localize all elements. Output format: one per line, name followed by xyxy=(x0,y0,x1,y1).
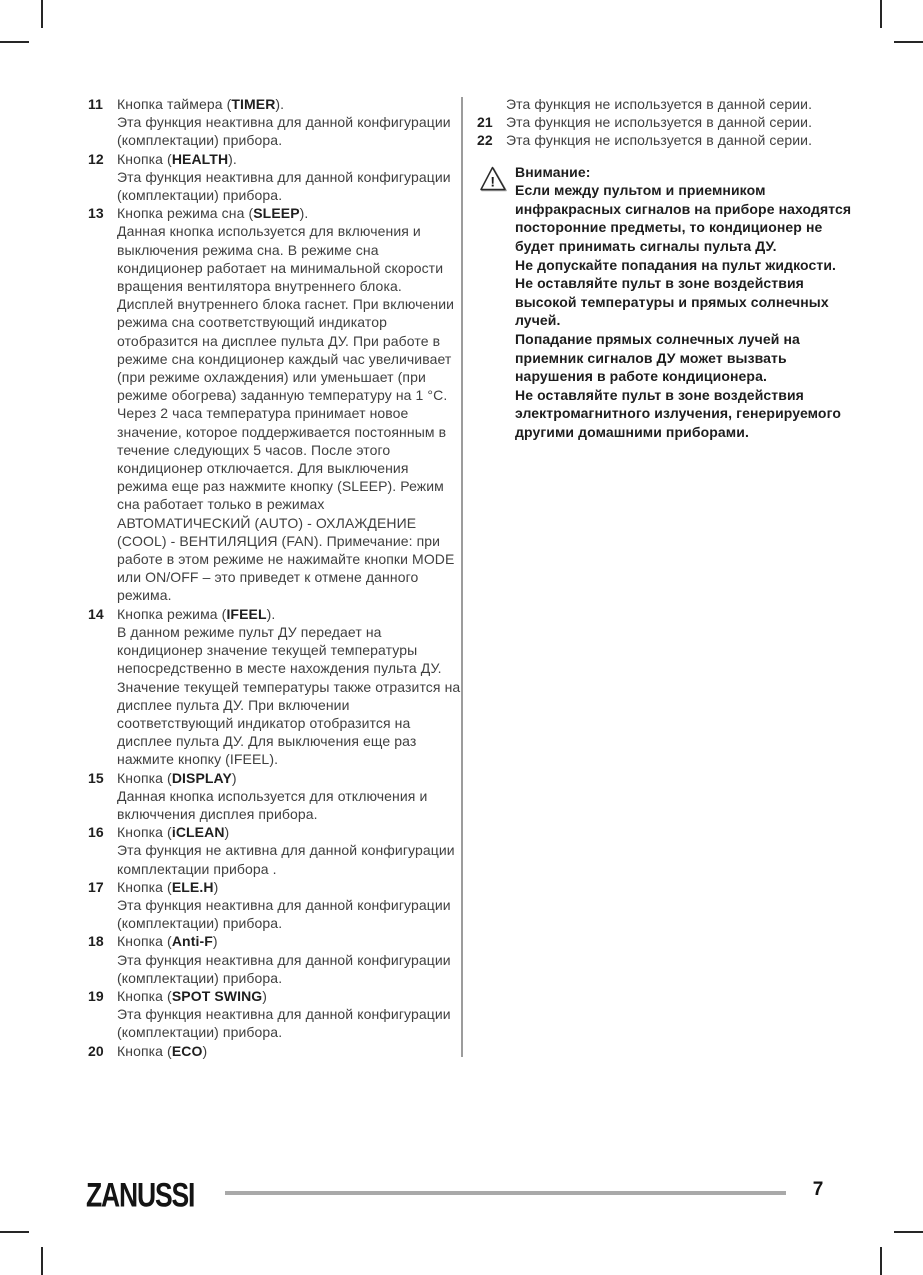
item-number: 18 xyxy=(88,933,104,950)
list-item-17 xyxy=(88,878,462,933)
item-number: 19 xyxy=(88,987,104,1004)
item-title: Кнопка режима сна (SLEEP). xyxy=(117,205,309,222)
item-title: Кнопка режима (IFEEL). xyxy=(117,605,276,622)
item-title: Кнопка таймера (TIMER). xyxy=(117,96,285,112)
crop-mark-top-right-vertical xyxy=(880,0,882,28)
list-item-19 xyxy=(88,987,462,1042)
item-title: Кнопка (iCLEAN) xyxy=(117,824,230,841)
warning-paragraph: Если между пультом и приемником инфракрасных сигналов на приборе находятся посторонние предметы, то кондиционер не будет принимать сигналы пульта ДУ. xyxy=(515,182,852,254)
list-item-15 xyxy=(88,769,462,824)
warning-paragraph: Попадание прямых солнечных лучей на приемник сигналов ДУ может вызвать нарушения в работе кондиционера. xyxy=(515,330,800,385)
svg-text:!: ! xyxy=(490,173,496,190)
item-title: Кнопка (SPOT SWING) xyxy=(117,987,268,1004)
right-column xyxy=(477,95,863,442)
item-body: Эта функция не активна для данной конфигурации комплектации прибора . xyxy=(117,842,455,877)
item-number: 14 xyxy=(88,605,104,622)
item-title: Кнопка (ECO) xyxy=(117,1042,208,1059)
item-body: Эта функция неактивна для данной конфигурации (комплектации) прибора. xyxy=(117,114,451,149)
zanussi-logo: ZANUSSI xyxy=(86,1176,195,1215)
item-body: Данная кнопка используется для отключения и включчения дисплея прибора. xyxy=(117,787,428,822)
crop-mark-bottom-left-horizontal xyxy=(0,1231,29,1233)
item-20-continuation: Эта функция не используется в данной серии. xyxy=(506,96,813,112)
item-number: 20 xyxy=(88,1042,104,1059)
list-item-20 xyxy=(88,1042,462,1060)
crop-mark-bottom-right-horizontal xyxy=(894,1231,923,1233)
crop-mark-bottom-right-vertical xyxy=(880,1247,882,1275)
page-number: 7 xyxy=(812,1179,824,1200)
item-title: Кнопка (Anti-F) xyxy=(117,933,218,950)
item-body: Данная кнопка используется для включения и выключения режима сна. В режиме сна кондиционер работает на минимальной скорости вращения вентилятора внутреннего блока. Дисплей внутреннего блока гаснет. При включении режима сна соответствующий индикатор отобразится на дисплее пульта ДУ. При работе в режиме сна кондиционер каждый час увеличивает (при режиме охлаждения) или уменьшает (при режиме обогрева) заданную температуру на 1 °C. Через 2 часа температура принимает новое значение, которое поддерживается постоянным в течение следующих 5 часов. После этого кондиционер отключается. Для выключения режима еще раз нажмите кнопку (SLEEP). Режим сна работает только в режимах АВТОМАТИЧЕСКИЙ (AUTO) - ОХЛАЖДЕНИЕ (COOL) - ВЕНТИЛЯЦИЯ (FAN). Примечание: при работе в этом режиме не нажимайте кнопки MODE или ON/OFF – это приведет к отмене данного режима. xyxy=(117,223,455,604)
item-title: Кнопка (ELE.H) xyxy=(117,878,219,895)
list-item-12 xyxy=(88,150,462,205)
item-body: Эта функция неактивна для данной конфигурации (комплектации) прибора. xyxy=(117,1006,451,1041)
item-body: Эта функция неактивна для данной конфигурации (комплектации) прибора. xyxy=(117,168,451,204)
list-item-21 xyxy=(477,113,863,131)
warning-title: Внимание: xyxy=(515,163,591,180)
list-item-14 xyxy=(88,605,462,769)
warning-paragraph: Не оставляйте пульт в зоне воздействия электромагнитного излучения, генерируемого другими домашними приборами. xyxy=(515,386,841,440)
item-number: 12 xyxy=(88,150,104,167)
list-item-11 xyxy=(88,95,462,150)
item-body: Эта функция неактивна для данной конфигурации (комплектации) прибора. xyxy=(117,951,451,986)
left-column xyxy=(88,95,462,1060)
warning-block xyxy=(477,163,863,442)
crop-mark-top-left-horizontal xyxy=(0,41,29,43)
item-number: 11 xyxy=(88,96,103,112)
item-body: Эта функция не используется в данной серии. xyxy=(506,114,813,131)
item-number: 13 xyxy=(88,205,104,222)
warning-paragraph: Не допускайте попадания на пульт жидкости. xyxy=(515,256,837,273)
warning-triangle-icon xyxy=(477,163,515,442)
item-number: 22 xyxy=(477,132,493,149)
item-number: 16 xyxy=(88,824,104,841)
list-item-13 xyxy=(88,204,462,604)
list-item-22 xyxy=(477,131,863,149)
item-title: Кнопка (HEALTH). xyxy=(117,150,237,167)
crop-mark-top-right-horizontal xyxy=(894,41,923,43)
item-number: 17 xyxy=(88,878,104,895)
item-body: Эта функция неактивна для данной конфигурации (комплектации) прибора. xyxy=(117,896,451,932)
item-body: В данном режиме пульт ДУ передает на кондиционер значение текущей температуры непосредственно в месте нахождения пульта ДУ. Значение текущей температуры также отразится на дисплее пульта ДУ. При включении соответствующий индикатор отобразится на дисплее пульта ДУ. Для выключения еще раз нажмите кнопку (IFEEL). xyxy=(117,623,461,768)
item-body: Эта функция не используется в данной серии. xyxy=(506,132,813,149)
warning-paragraph: Не оставляйте пульт в зоне воздействия высокой температуры и прямых солнечных лучей. xyxy=(515,275,829,329)
footer-rule xyxy=(225,1191,786,1195)
list-item-18 xyxy=(88,932,462,987)
item-title: Кнопка (DISPLAY) xyxy=(117,769,237,786)
item-number: 15 xyxy=(88,769,104,786)
list-item-16 xyxy=(88,823,462,878)
crop-mark-bottom-left-vertical xyxy=(41,1247,43,1275)
crop-mark-top-left-vertical xyxy=(41,0,43,28)
item-number: 21 xyxy=(477,114,493,131)
